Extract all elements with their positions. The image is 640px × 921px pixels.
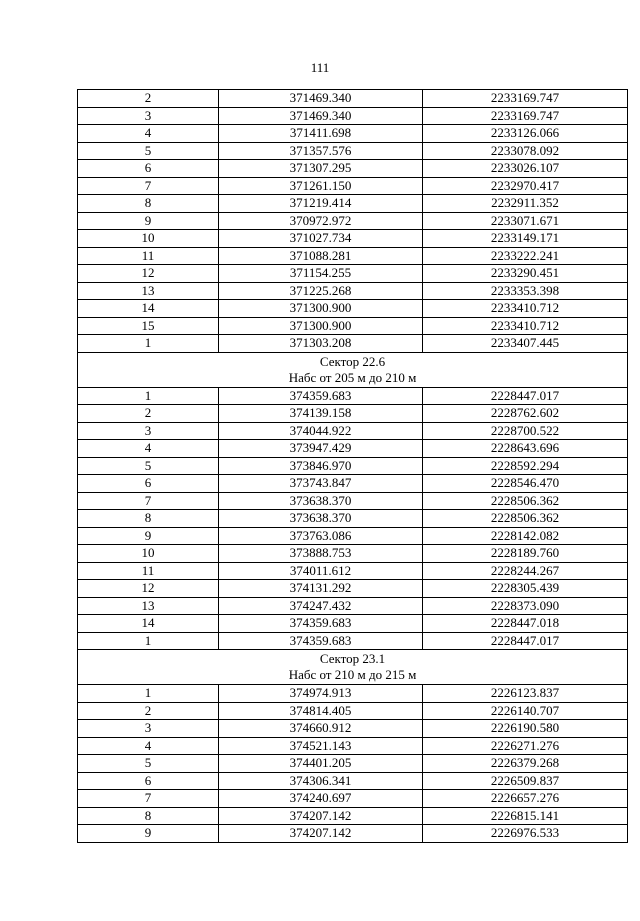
table-row: [78, 177, 628, 195]
table-row: [78, 405, 628, 423]
point-number-cell: 5: [78, 457, 219, 475]
y-coordinate-cell: 2228244.267: [423, 562, 628, 580]
point-number-cell: 6: [78, 772, 219, 790]
table-row: [78, 457, 628, 475]
y-coordinate-cell: 2228447.017: [423, 387, 628, 405]
y-coordinate-cell: 2226976.533: [423, 825, 628, 843]
table-row: [78, 422, 628, 440]
y-coordinate-cell: 2233149.171: [423, 230, 628, 248]
table-row: [78, 510, 628, 528]
point-number-cell: 12: [78, 265, 219, 283]
y-coordinate-cell: 2228762.602: [423, 405, 628, 423]
x-coordinate-cell: 374247.432: [219, 597, 423, 615]
y-coordinate-cell: 2232911.352: [423, 195, 628, 213]
page-number: 111: [310, 60, 330, 75]
table-row: [78, 125, 628, 143]
table-row: [78, 440, 628, 458]
point-number-cell: 13: [78, 597, 219, 615]
x-coordinate-cell: 373888.753: [219, 545, 423, 563]
table-row: [78, 597, 628, 615]
x-coordinate-cell: 371088.281: [219, 247, 423, 265]
x-coordinate-cell: 374974.913: [219, 685, 423, 703]
table-row: [78, 300, 628, 318]
point-number-cell: 7: [78, 177, 219, 195]
x-coordinate-cell: 371469.340: [219, 107, 423, 125]
x-coordinate-cell: 371300.900: [219, 317, 423, 335]
x-coordinate-cell: 374359.683: [219, 632, 423, 650]
y-coordinate-cell: 2226379.268: [423, 755, 628, 773]
x-coordinate-cell: 373638.370: [219, 492, 423, 510]
table-row: [78, 282, 628, 300]
y-coordinate-cell: 2228447.018: [423, 615, 628, 633]
x-coordinate-cell: 374359.683: [219, 387, 423, 405]
point-number-cell: 9: [78, 527, 219, 545]
y-coordinate-cell: 2226140.707: [423, 702, 628, 720]
y-coordinate-cell: 2226657.276: [423, 790, 628, 808]
table-row: [78, 475, 628, 493]
point-number-cell: 10: [78, 230, 219, 248]
y-coordinate-cell: 2233169.747: [423, 107, 628, 125]
point-number-cell: 4: [78, 440, 219, 458]
sector-header-row: [78, 352, 628, 387]
x-coordinate-cell: 374240.697: [219, 790, 423, 808]
table-row: [78, 790, 628, 808]
table-row: [78, 317, 628, 335]
x-coordinate-cell: 373743.847: [219, 475, 423, 493]
x-coordinate-cell: 371261.150: [219, 177, 423, 195]
y-coordinate-cell: 2228506.362: [423, 492, 628, 510]
y-coordinate-cell: 2228546.470: [423, 475, 628, 493]
x-coordinate-cell: 371357.576: [219, 142, 423, 160]
x-coordinate-cell: 371154.255: [219, 265, 423, 283]
table-row: [78, 737, 628, 755]
x-coordinate-cell: 374306.341: [219, 772, 423, 790]
y-coordinate-cell: 2233169.747: [423, 90, 628, 108]
point-number-cell: 7: [78, 790, 219, 808]
table-row: [78, 545, 628, 563]
table-row: [78, 90, 628, 108]
point-number-cell: 14: [78, 300, 219, 318]
y-coordinate-cell: 2232970.417: [423, 177, 628, 195]
point-number-cell: 14: [78, 615, 219, 633]
table-row: [78, 107, 628, 125]
y-coordinate-cell: 2226815.141: [423, 807, 628, 825]
y-coordinate-cell: 2226509.837: [423, 772, 628, 790]
table-row: [78, 247, 628, 265]
y-coordinate-cell: 2228189.760: [423, 545, 628, 563]
x-coordinate-cell: 374139.158: [219, 405, 423, 423]
table-row: [78, 160, 628, 178]
point-number-cell: 1: [78, 685, 219, 703]
x-coordinate-cell: 371225.268: [219, 282, 423, 300]
y-coordinate-cell: 2228373.090: [423, 597, 628, 615]
point-number-cell: 3: [78, 720, 219, 738]
point-number-cell: 9: [78, 825, 219, 843]
x-coordinate-cell: 371303.208: [219, 335, 423, 353]
point-number-cell: 5: [78, 755, 219, 773]
y-coordinate-cell: 2228643.696: [423, 440, 628, 458]
table-row: [78, 825, 628, 843]
point-number-cell: 7: [78, 492, 219, 510]
table-row: [78, 387, 628, 405]
y-coordinate-cell: 2228305.439: [423, 580, 628, 598]
point-number-cell: 2: [78, 702, 219, 720]
y-coordinate-cell: 2226190.580: [423, 720, 628, 738]
table-row: [78, 335, 628, 353]
y-coordinate-cell: 2233353.398: [423, 282, 628, 300]
table-row: [78, 562, 628, 580]
sector-header-cell: [78, 352, 628, 387]
table-row: [78, 615, 628, 633]
x-coordinate-cell: 371411.698: [219, 125, 423, 143]
point-number-cell: 10: [78, 545, 219, 563]
table-row: [78, 195, 628, 213]
y-coordinate-cell: 2233290.451: [423, 265, 628, 283]
x-coordinate-cell: 370972.972: [219, 212, 423, 230]
point-number-cell: 12: [78, 580, 219, 598]
point-number-cell: 1: [78, 387, 219, 405]
sector-header-cell: [78, 650, 628, 685]
point-number-cell: 1: [78, 632, 219, 650]
point-number-cell: 2: [78, 90, 219, 108]
y-coordinate-cell: 2228592.294: [423, 457, 628, 475]
x-coordinate-cell: 371300.900: [219, 300, 423, 318]
table-row: [78, 265, 628, 283]
table-row: [78, 580, 628, 598]
point-number-cell: 4: [78, 125, 219, 143]
x-coordinate-cell: 374814.405: [219, 702, 423, 720]
table-row: [78, 212, 628, 230]
point-number-cell: 6: [78, 160, 219, 178]
y-coordinate-cell: 2226123.837: [423, 685, 628, 703]
point-number-cell: 1: [78, 335, 219, 353]
coordinates-table: [77, 89, 628, 843]
point-number-cell: 11: [78, 247, 219, 265]
sector-elevation-range: Набс от 205 м до 210 м: [288, 369, 417, 385]
point-number-cell: 13: [78, 282, 219, 300]
table-row: [78, 755, 628, 773]
y-coordinate-cell: 2233222.241: [423, 247, 628, 265]
x-coordinate-cell: 373947.429: [219, 440, 423, 458]
y-coordinate-cell: 2228506.362: [423, 510, 628, 528]
x-coordinate-cell: 371219.414: [219, 195, 423, 213]
table-row: [78, 632, 628, 650]
point-number-cell: 8: [78, 510, 219, 528]
x-coordinate-cell: 373638.370: [219, 510, 423, 528]
y-coordinate-cell: 2233410.712: [423, 300, 628, 318]
coordinates-table-body: [78, 90, 628, 843]
x-coordinate-cell: 374660.912: [219, 720, 423, 738]
sector-header-row: [78, 650, 628, 685]
point-number-cell: 8: [78, 807, 219, 825]
point-number-cell: 3: [78, 422, 219, 440]
point-number-cell: 15: [78, 317, 219, 335]
table-row: [78, 702, 628, 720]
table-row: [78, 807, 628, 825]
y-coordinate-cell: 2233078.092: [423, 142, 628, 160]
table-row: [78, 142, 628, 160]
point-number-cell: 3: [78, 107, 219, 125]
x-coordinate-cell: 371027.734: [219, 230, 423, 248]
x-coordinate-cell: 374044.922: [219, 422, 423, 440]
point-number-cell: 4: [78, 737, 219, 755]
point-number-cell: 2: [78, 405, 219, 423]
sector-elevation-range: Набс от 210 м до 215 м: [288, 667, 417, 682]
table-row: [78, 492, 628, 510]
x-coordinate-cell: 371469.340: [219, 90, 423, 108]
y-coordinate-cell: 2233126.066: [423, 125, 628, 143]
sector-title: Сектор 23.1: [319, 651, 386, 666]
x-coordinate-cell: 374207.142: [219, 825, 423, 843]
y-coordinate-cell: 2233407.445: [423, 335, 628, 353]
y-coordinate-cell: 2233410.712: [423, 317, 628, 335]
y-coordinate-cell: 2228700.522: [423, 422, 628, 440]
y-coordinate-cell: 2228447.017: [423, 632, 628, 650]
x-coordinate-cell: 374521.143: [219, 737, 423, 755]
sector-title: Сектор 22.6: [319, 353, 386, 369]
point-number-cell: 5: [78, 142, 219, 160]
x-coordinate-cell: 374401.205: [219, 755, 423, 773]
y-coordinate-cell: 2233071.671: [423, 212, 628, 230]
point-number-cell: 11: [78, 562, 219, 580]
table-row: [78, 527, 628, 545]
table-row: [78, 685, 628, 703]
x-coordinate-cell: 373763.086: [219, 527, 423, 545]
table-row: [78, 720, 628, 738]
y-coordinate-cell: 2228142.082: [423, 527, 628, 545]
x-coordinate-cell: 374011.612: [219, 562, 423, 580]
table-row: [78, 772, 628, 790]
table-row: [78, 230, 628, 248]
point-number-cell: 9: [78, 212, 219, 230]
x-coordinate-cell: 374131.292: [219, 580, 423, 598]
point-number-cell: 8: [78, 195, 219, 213]
x-coordinate-cell: 374207.142: [219, 807, 423, 825]
x-coordinate-cell: 371307.295: [219, 160, 423, 178]
x-coordinate-cell: 374359.683: [219, 615, 423, 633]
point-number-cell: 6: [78, 475, 219, 493]
y-coordinate-cell: 2233026.107: [423, 160, 628, 178]
y-coordinate-cell: 2226271.276: [423, 737, 628, 755]
x-coordinate-cell: 373846.970: [219, 457, 423, 475]
